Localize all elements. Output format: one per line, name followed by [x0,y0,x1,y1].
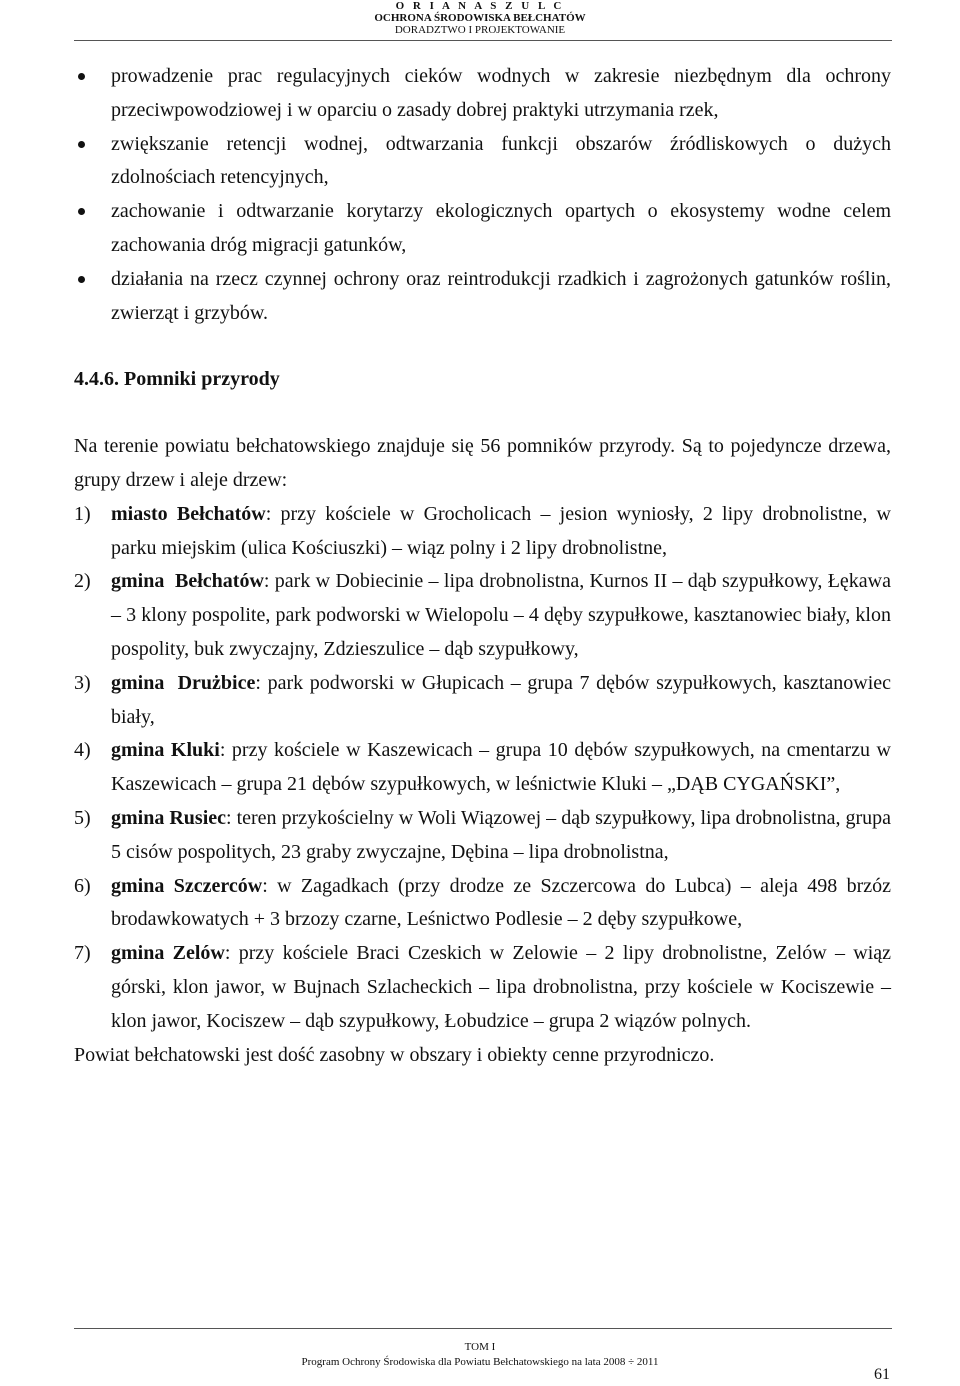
closing-paragraph: Powiat bełchatowski jest dość zasobny w obszary i obiekty cenne przyrodniczo. [74,1043,715,1066]
bullet-text: zwiększanie retencji wodnej, odtwarzania funkcji obszarów źródliskowych o dużych zdolnościach retencyjnych, [111,132,891,189]
item-text: : park podworski w Głupicach – grupa 7 dębów szypułkowych, kasztanowiec biały, [111,671,892,728]
item-number: 6) [74,874,91,897]
footer-volume: TOM I [464,1341,496,1353]
item-text: : teren przykościelny w Woli Wiązowej – dąb szypułkowy, lipa drobnolistna, grupa 5 cisów pospolitych, 23 graby zwyczajne, Dębina – lipa drobnolistna, [111,806,892,863]
header-company-name: O R I A N A S Z U L C [395,0,565,12]
numbered-list [74,498,891,1039]
bullet-icon [78,276,85,283]
bullet-list [74,60,891,330]
item-place: gmina Rusiec [111,806,227,829]
list-item [74,802,891,870]
bullet-text: działania na rzecz czynnej ochrony oraz reintrodukcji rzadkich i zagrożonych gatunków roślin, zwierząt i grzybów. [111,267,891,324]
item-text: : w Zagadkach (przy drodze ze Szczercowa do Lubca) – aleja 498 brzóz brodawkowatych + 3 brzozy czarne, Leśnictwo Podlesie – 2 dęby szypułkowe, [111,874,891,931]
page-footer [0,1340,960,1370]
item-number: 3) [74,671,91,694]
list-item [74,937,891,1038]
intro-paragraph: Na terenie powiatu bełchatowskiego znajduje się 56 pomników przyrody. Są to pojedyncze drzewa, grupy drzew i aleje drzew: [74,435,891,491]
item-number: 4) [74,739,91,762]
page-number: 61 [874,1366,890,1383]
list-item [74,498,891,566]
footer-program-title: Program Ochrony Środowiska dla Powiatu Bełchatowskiego na lata 2008 ÷ 2011 [301,1356,659,1368]
item-text: : przy kościele w Grocholicach – jesion wyniosły, 2 lipy drobnolistne, w parku miejskim (ulica Kościuszki) – wiąz polny i 2 lipy drobnolistne, [111,502,891,559]
item-number: 5) [74,806,91,829]
list-item [74,870,891,938]
item-text: : park w Dobiecinie – lipa drobnolistna, Kurnos II – dąb szypułkowy, Łękawa – 3 klony pospolite, park podworski w Wielopolu – 4 dęby szypułkowe, kasztanowiec biały, klon pospolity, buk zwyczajny, Zdzieszulice – dąb szypułkowy, [111,570,892,660]
list-item [74,195,891,263]
header-company-services: DORADZTWO I PROJEKTOWANIE [394,24,566,36]
item-place: miasto Bełchatów [111,502,266,525]
item-text: : przy kościele Braci Czeskich w Zelowie – 2 lipy drobnolistne, Zelów – wiąz górski, klon jawor, w Bujnach Szlacheckich – lipa drobnolistna, przy kościele w Kociszewie – klon jawor, Kociszew – dąb szypułkowy, Łobudzice – grupa 2 wiązów polnych. [111,942,891,1032]
footer-rule [74,1328,892,1329]
list-item [74,60,891,128]
bullet-text: zachowanie i odtwarzanie korytarzy ekologicznych opartych o ekosystemy wodne celem zachowania dróg migracji gatunków, [111,200,891,256]
item-place: gmina Szczerców [111,874,263,897]
list-item [74,565,891,666]
page-header [0,0,960,36]
bullet-icon [78,73,85,80]
item-place: gmina Zelów [111,942,225,965]
item-number: 1) [74,502,91,525]
item-number: 2) [74,570,91,593]
list-item [74,263,891,331]
bullet-icon [78,141,85,148]
item-number: 7) [74,942,91,965]
header-company-subtitle: OCHRONA ŚRODOWISKA BEŁCHATÓW [374,12,586,24]
list-item [74,667,891,735]
item-text: : przy kościele w Kaszewicach – grupa 10 dębów szypułkowych, na cmentarzu w Kaszewicach – grupa 21 dębów szypułkowych, w leśnictwie Kluki – „DĄB CYGAŃSKI”, [111,739,891,796]
header-rule [74,40,892,41]
bullet-text: prowadzenie prac regulacyjnych cieków wodnych w zakresie niezbędnym dla ochrony przeciwpowodziowej i w oparciu o zasady dobrej praktyki utrzymania rzek, [111,65,891,121]
item-place: gmina Bełchatów [111,570,264,593]
item-place: gmina Kluki [111,739,220,762]
list-item [74,734,891,802]
section-heading: 4.4.6. Pomniki przyrody [74,368,280,391]
bullet-icon [78,208,85,215]
document-body [74,60,891,1072]
item-place: gmina Drużbice [111,671,256,694]
list-item [74,128,891,196]
